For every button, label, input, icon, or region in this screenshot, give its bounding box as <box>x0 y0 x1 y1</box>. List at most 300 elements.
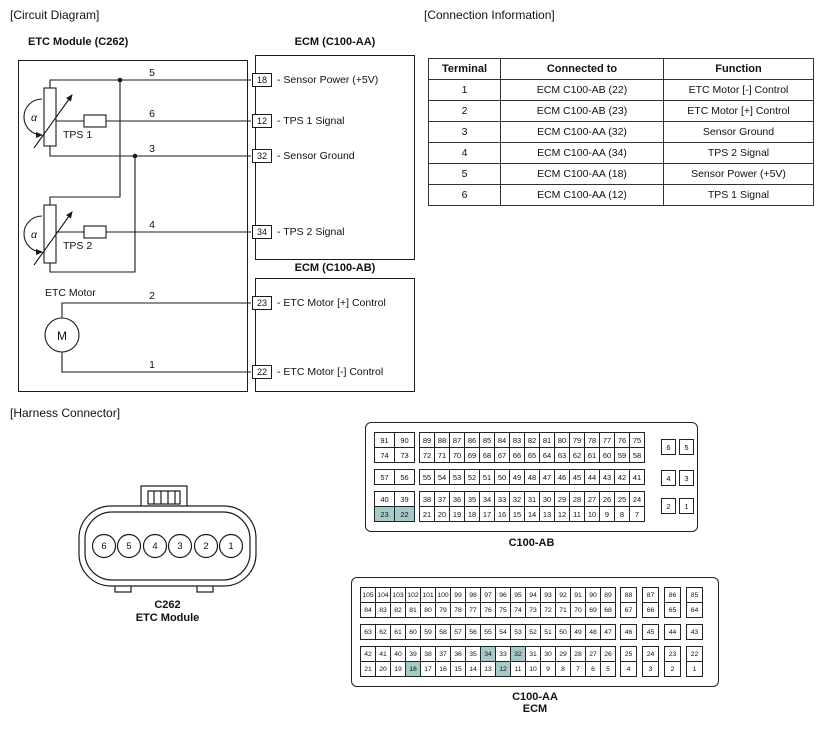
pin-cell-45: 45 <box>642 624 659 640</box>
pin-cell-88: 88 <box>434 432 450 448</box>
tps2-alpha-label: α <box>31 229 37 241</box>
table-row <box>429 143 814 164</box>
ecm-ab-box-title: ECM (C100-AB) <box>294 262 376 274</box>
pin-cell-59: 59 <box>614 447 630 463</box>
motor-m-label: M <box>57 329 67 343</box>
pin-cell-70: 70 <box>449 447 465 463</box>
ecm-ab-entry-23 <box>252 295 386 311</box>
pin-cell-5: 5 <box>679 439 694 455</box>
pin-cell-73: 73 <box>394 447 415 463</box>
pin-cell-46: 46 <box>620 624 637 640</box>
pin-cell-29: 29 <box>555 646 571 662</box>
pin-cell-6: 6 <box>661 439 676 455</box>
pin-cell-42: 42 <box>360 646 376 662</box>
pin-cell-82: 82 <box>524 432 540 448</box>
c100-ab-caption: C100-AB <box>508 537 555 549</box>
c100-aa-caption-sub: ECM <box>522 703 548 715</box>
pin-cell-77: 77 <box>599 432 615 448</box>
pin-cell-40: 40 <box>374 491 395 507</box>
pin-label: - Sensor Ground <box>277 150 355 162</box>
pin-cell-50: 50 <box>555 624 571 640</box>
pin-cell-41: 41 <box>375 646 391 662</box>
pin-cell-37: 37 <box>434 491 450 507</box>
pin-cell-12: 12 <box>554 506 570 522</box>
c262-caption-sub: ETC Module <box>135 612 200 624</box>
ecm-aa-entry-12 <box>252 113 345 129</box>
pin-cell-82: 82 <box>390 602 406 618</box>
pin-cell-56: 56 <box>465 624 481 640</box>
pin-cell-46: 46 <box>554 469 570 485</box>
pin-cell-64: 64 <box>539 447 555 463</box>
pin-cell-54: 54 <box>495 624 511 640</box>
pin-row <box>374 491 644 507</box>
pin-cell-105: 105 <box>360 587 376 603</box>
pin-cell-59: 59 <box>420 624 436 640</box>
connection-table-body <box>429 80 814 206</box>
junction-dot <box>133 154 138 159</box>
pin-cell-62: 62 <box>569 447 585 463</box>
tps2-contact-rect <box>84 226 106 238</box>
pin-number-box: 22 <box>252 365 272 379</box>
wire-pin5 <box>50 80 251 88</box>
side-pin-pair <box>658 439 694 455</box>
pin-cell-67: 67 <box>620 602 637 618</box>
tps2-label: TPS 2 <box>63 240 93 252</box>
pin-cell-57: 57 <box>450 624 466 640</box>
pin-cell-72: 72 <box>540 602 556 618</box>
pin-cell-44: 44 <box>584 469 600 485</box>
pin-cell-18: 18 <box>464 506 480 522</box>
etc-pin-number-5: 5 <box>149 67 155 79</box>
pin-cell-15: 15 <box>450 661 466 677</box>
table-cell: 4 <box>429 143 501 164</box>
pin-cell-52: 52 <box>464 469 480 485</box>
pin-cell-58: 58 <box>435 624 451 640</box>
table-cell: TPS 2 Signal <box>664 143 814 164</box>
ecm-aa-entry-34 <box>252 224 345 240</box>
pin-cell-14: 14 <box>465 661 481 677</box>
pin-row <box>360 661 703 677</box>
table-row <box>429 80 814 101</box>
pin-cell-37: 37 <box>435 646 451 662</box>
pin-cell-85: 85 <box>686 587 703 603</box>
c262-connector-drawing <box>75 484 260 596</box>
table-cell: Sensor Power (+5V) <box>664 164 814 185</box>
c100-ab-grid <box>365 422 698 532</box>
pin-cell-6: 6 <box>585 661 601 677</box>
pin-cell-3: 3 <box>642 661 659 677</box>
pin-cell-48: 48 <box>524 469 540 485</box>
pin-cell-69: 69 <box>585 602 601 618</box>
pin-cell-13: 13 <box>480 661 496 677</box>
pin-cell-11: 11 <box>510 661 526 677</box>
pin-cell-61: 61 <box>584 447 600 463</box>
pin-cell-69: 69 <box>464 447 480 463</box>
pin-row <box>374 432 644 448</box>
pin-cell-94: 94 <box>525 587 541 603</box>
pin-cell-73: 73 <box>525 602 541 618</box>
pin-cell-47: 47 <box>539 469 555 485</box>
pin-cell-34: 34 <box>479 491 495 507</box>
pin-cell-9: 9 <box>540 661 556 677</box>
pin-cell-26: 26 <box>599 491 615 507</box>
ecm-aa-box-title: ECM (C100-AA) <box>294 36 376 48</box>
pin-cell-81: 81 <box>539 432 555 448</box>
pin-number-box: 18 <box>252 73 272 87</box>
pin-cell-42: 42 <box>614 469 630 485</box>
pin-cell-30: 30 <box>539 491 555 507</box>
table-cell: 3 <box>429 122 501 143</box>
pin-cell-85: 85 <box>479 432 495 448</box>
pin-cell-9: 9 <box>599 506 615 522</box>
pin-cell-101: 101 <box>420 587 436 603</box>
connection-info-table <box>428 58 814 206</box>
pin-cell-95: 95 <box>510 587 526 603</box>
pin-cell-58: 58 <box>629 447 645 463</box>
pin-cell-74: 74 <box>374 447 395 463</box>
pin-cell-44: 44 <box>664 624 681 640</box>
pin-cell-39: 39 <box>405 646 421 662</box>
table-cell: 1 <box>429 80 501 101</box>
c262-terminal-label: 2 <box>203 541 209 552</box>
pin-row <box>374 506 644 522</box>
table-cell: ECM C100-AA (18) <box>501 164 664 185</box>
pin-cell-45: 45 <box>569 469 585 485</box>
etc-pin-number-3: 3 <box>149 143 155 155</box>
pin-cell-20: 20 <box>375 661 391 677</box>
pin-cell-76: 76 <box>480 602 496 618</box>
pin-row <box>360 624 703 640</box>
pin-label: - TPS 2 Signal <box>277 226 345 238</box>
pin-cell-66: 66 <box>642 602 659 618</box>
c262-terminal-label: 3 <box>177 541 183 552</box>
pin-cell-54: 54 <box>434 469 450 485</box>
connection-table-head-row <box>429 59 814 80</box>
side-pin-pair <box>658 470 694 486</box>
pin-cell-50: 50 <box>494 469 510 485</box>
pin-cell-102: 102 <box>405 587 421 603</box>
pin-cell-23: 23 <box>664 646 681 662</box>
pin-cell-22: 22 <box>686 646 703 662</box>
table-header-cell: Terminal <box>429 59 501 80</box>
pin-cell-24: 24 <box>629 491 645 507</box>
pin-cell-16: 16 <box>435 661 451 677</box>
table-header-cell: Function <box>664 59 814 80</box>
pin-cell-90: 90 <box>394 432 415 448</box>
pin-cell-27: 27 <box>584 491 600 507</box>
etc-pin-number-1: 1 <box>149 359 155 371</box>
pin-cell-78: 78 <box>584 432 600 448</box>
pin-cell-29: 29 <box>554 491 570 507</box>
etc-pin-number-2: 2 <box>149 290 155 302</box>
table-cell: ETC Motor [+] Control <box>664 101 814 122</box>
pin-cell-63: 63 <box>360 624 376 640</box>
pin-cell-7: 7 <box>629 506 645 522</box>
c262-terminal-label: 5 <box>126 541 132 552</box>
pin-label: - ETC Motor [-] Control <box>277 366 384 378</box>
pin-cell-32: 32 <box>509 491 525 507</box>
pin-cell-99: 99 <box>450 587 466 603</box>
tps1-resistor-symbol <box>44 88 56 146</box>
pin-cell-64: 64 <box>686 602 703 618</box>
pin-cell-38: 38 <box>419 491 435 507</box>
pin-cell-11: 11 <box>569 506 585 522</box>
pin-cell-16: 16 <box>494 506 510 522</box>
etc-module-box-title: ETC Module (C262) <box>28 36 129 48</box>
pin-cell-60: 60 <box>405 624 421 640</box>
pin-cell-17: 17 <box>479 506 495 522</box>
pin-cell-100: 100 <box>435 587 451 603</box>
table-cell: 5 <box>429 164 501 185</box>
pin-cell-47: 47 <box>600 624 616 640</box>
table-row <box>429 164 814 185</box>
pin-cell-2: 2 <box>661 498 676 514</box>
pin-cell-93: 93 <box>540 587 556 603</box>
table-cell: ETC Motor [-] Control <box>664 80 814 101</box>
circuit-diagram-title: [Circuit Diagram] <box>10 8 100 22</box>
table-cell: ECM C100-AA (12) <box>501 185 664 206</box>
pin-cell-97: 97 <box>480 587 496 603</box>
pin-cell-65: 65 <box>664 602 681 618</box>
table-row <box>429 185 814 206</box>
pin-cell-103: 103 <box>390 587 406 603</box>
pin-cell-81: 81 <box>405 602 421 618</box>
pin-cell-23: 23 <box>374 506 395 522</box>
wire-ground-feed <box>50 156 135 272</box>
pin-cell-76: 76 <box>614 432 630 448</box>
pin-cell-8: 8 <box>555 661 571 677</box>
table-cell: Sensor Ground <box>664 122 814 143</box>
pin-cell-22: 22 <box>394 506 415 522</box>
pin-cell-87: 87 <box>449 432 465 448</box>
pin-cell-33: 33 <box>495 646 511 662</box>
ecm-aa-entry-18 <box>252 72 378 88</box>
pin-cell-88: 88 <box>620 587 637 603</box>
pin-cell-35: 35 <box>465 646 481 662</box>
c262-caption: C262 <box>154 599 181 611</box>
pin-cell-84: 84 <box>360 602 376 618</box>
table-cell: 6 <box>429 185 501 206</box>
pin-cell-89: 89 <box>419 432 435 448</box>
table-header-cell: Connected to <box>501 59 664 80</box>
tps1-contact-rect <box>84 115 106 127</box>
tps1-alpha-label: α <box>31 112 37 124</box>
pin-cell-79: 79 <box>569 432 585 448</box>
pin-cell-7: 7 <box>570 661 586 677</box>
pin-cell-91: 91 <box>374 432 395 448</box>
pin-cell-27: 27 <box>585 646 601 662</box>
pin-cell-13: 13 <box>539 506 555 522</box>
ecm-aa-entry-32 <box>252 148 355 164</box>
tps2-resistor-symbol <box>44 205 56 263</box>
etc-pin-number-6: 6 <box>149 108 155 120</box>
pin-cell-71: 71 <box>555 602 571 618</box>
pin-label: - ETC Motor [+] Control <box>277 297 386 309</box>
pin-cell-33: 33 <box>494 491 510 507</box>
pin-cell-32: 32 <box>510 646 526 662</box>
tps1-label: TPS 1 <box>63 129 93 141</box>
pin-cell-62: 62 <box>375 624 391 640</box>
pin-cell-35: 35 <box>464 491 480 507</box>
pin-cell-30: 30 <box>540 646 556 662</box>
pin-cell-68: 68 <box>600 602 616 618</box>
pin-cell-68: 68 <box>479 447 495 463</box>
pin-cell-104: 104 <box>375 587 391 603</box>
pin-cell-3: 3 <box>679 470 694 486</box>
pin-cell-24: 24 <box>642 646 659 662</box>
pin-cell-10: 10 <box>584 506 600 522</box>
pin-cell-80: 80 <box>420 602 436 618</box>
pin-cell-40: 40 <box>390 646 406 662</box>
pin-cell-21: 21 <box>360 661 376 677</box>
pin-cell-67: 67 <box>494 447 510 463</box>
pin-cell-56: 56 <box>394 469 415 485</box>
c262-terminal-label: 4 <box>152 541 158 552</box>
pin-cell-49: 49 <box>509 469 525 485</box>
table-cell: 2 <box>429 101 501 122</box>
ecm-ab-entry-22 <box>252 364 383 380</box>
pin-cell-53: 53 <box>449 469 465 485</box>
pin-cell-98: 98 <box>465 587 481 603</box>
pin-row <box>360 587 703 603</box>
pin-cell-52: 52 <box>525 624 541 640</box>
pin-label: - Sensor Power (+5V) <box>277 74 379 86</box>
pin-cell-36: 36 <box>449 491 465 507</box>
pin-cell-5: 5 <box>600 661 616 677</box>
table-cell: ECM C100-AB (22) <box>501 80 664 101</box>
pin-label: - TPS 1 Signal <box>277 115 345 127</box>
pin-cell-87: 87 <box>642 587 659 603</box>
etc-pin-number-4: 4 <box>149 219 155 231</box>
pin-cell-71: 71 <box>434 447 450 463</box>
pin-cell-10: 10 <box>525 661 541 677</box>
pin-cell-26: 26 <box>600 646 616 662</box>
pin-cell-84: 84 <box>494 432 510 448</box>
etc-motor-label: ETC Motor <box>45 287 96 299</box>
pin-cell-21: 21 <box>419 506 435 522</box>
pin-cell-41: 41 <box>629 469 645 485</box>
pin-cell-83: 83 <box>375 602 391 618</box>
pin-cell-86: 86 <box>664 587 681 603</box>
pin-row <box>360 646 703 662</box>
pin-cell-19: 19 <box>449 506 465 522</box>
pin-cell-77: 77 <box>465 602 481 618</box>
pin-cell-31: 31 <box>524 491 540 507</box>
table-cell: ECM C100-AA (32) <box>501 122 664 143</box>
pin-cell-72: 72 <box>419 447 435 463</box>
pin-cell-63: 63 <box>554 447 570 463</box>
c262-terminal-label: 1 <box>228 541 234 552</box>
junction-dot <box>118 78 123 83</box>
pin-cell-43: 43 <box>599 469 615 485</box>
pin-cell-28: 28 <box>569 491 585 507</box>
pin-cell-14: 14 <box>524 506 540 522</box>
table-cell: TPS 1 Signal <box>664 185 814 206</box>
pin-cell-38: 38 <box>420 646 436 662</box>
pin-row <box>374 469 644 485</box>
side-pin-pair <box>658 498 694 514</box>
pin-cell-83: 83 <box>509 432 525 448</box>
pin-cell-4: 4 <box>620 661 637 677</box>
pin-cell-53: 53 <box>510 624 526 640</box>
harness-connector-title: [Harness Connector] <box>10 406 121 420</box>
pin-number-box: 12 <box>252 114 272 128</box>
c262-terminal-label: 6 <box>101 541 107 552</box>
pin-cell-43: 43 <box>686 624 703 640</box>
pin-cell-17: 17 <box>420 661 436 677</box>
pin-cell-60: 60 <box>599 447 615 463</box>
wire-pin1 <box>62 352 251 372</box>
pin-cell-25: 25 <box>620 646 637 662</box>
pin-cell-48: 48 <box>585 624 601 640</box>
pin-cell-2: 2 <box>664 661 681 677</box>
pin-cell-36: 36 <box>450 646 466 662</box>
pin-cell-49: 49 <box>570 624 586 640</box>
circuit-svg <box>0 0 430 400</box>
pin-cell-92: 92 <box>555 587 571 603</box>
pin-cell-57: 57 <box>374 469 395 485</box>
pin-cell-51: 51 <box>479 469 495 485</box>
pin-cell-51: 51 <box>540 624 556 640</box>
pin-cell-39: 39 <box>394 491 415 507</box>
pin-cell-55: 55 <box>419 469 435 485</box>
pin-cell-70: 70 <box>570 602 586 618</box>
pin-cell-96: 96 <box>495 587 511 603</box>
table-row <box>429 101 814 122</box>
pin-cell-4: 4 <box>661 470 676 486</box>
pin-cell-1: 1 <box>686 661 703 677</box>
pin-cell-74: 74 <box>510 602 526 618</box>
pin-cell-55: 55 <box>480 624 496 640</box>
pin-cell-65: 65 <box>524 447 540 463</box>
pin-row <box>374 447 644 463</box>
pin-row <box>360 602 703 618</box>
pin-cell-78: 78 <box>450 602 466 618</box>
pin-number-box: 23 <box>252 296 272 310</box>
pin-cell-75: 75 <box>495 602 511 618</box>
pin-cell-34: 34 <box>480 646 496 662</box>
pin-cell-91: 91 <box>570 587 586 603</box>
pin-cell-1: 1 <box>679 498 694 514</box>
pin-number-box: 34 <box>252 225 272 239</box>
pin-cell-19: 19 <box>390 661 406 677</box>
pin-cell-79: 79 <box>435 602 451 618</box>
pin-cell-80: 80 <box>554 432 570 448</box>
pin-cell-28: 28 <box>570 646 586 662</box>
pin-cell-86: 86 <box>464 432 480 448</box>
pin-number-box: 32 <box>252 149 272 163</box>
pin-cell-61: 61 <box>390 624 406 640</box>
table-cell: ECM C100-AA (34) <box>501 143 664 164</box>
pin-cell-31: 31 <box>525 646 541 662</box>
pin-cell-66: 66 <box>509 447 525 463</box>
table-cell: ECM C100-AB (23) <box>501 101 664 122</box>
pin-cell-75: 75 <box>629 432 645 448</box>
pin-cell-89: 89 <box>600 587 616 603</box>
connection-information-title: [Connection Information] <box>424 8 555 22</box>
wire-pin2 <box>62 303 251 318</box>
c100-aa-grid <box>351 577 719 687</box>
pin-cell-15: 15 <box>509 506 525 522</box>
table-row <box>429 122 814 143</box>
pin-cell-25: 25 <box>614 491 630 507</box>
pin-cell-90: 90 <box>585 587 601 603</box>
wire-power-feed <box>50 80 120 205</box>
pin-cell-8: 8 <box>614 506 630 522</box>
c100-aa-caption: C100-AA <box>512 691 558 703</box>
pin-cell-20: 20 <box>434 506 450 522</box>
pin-cell-12: 12 <box>495 661 511 677</box>
